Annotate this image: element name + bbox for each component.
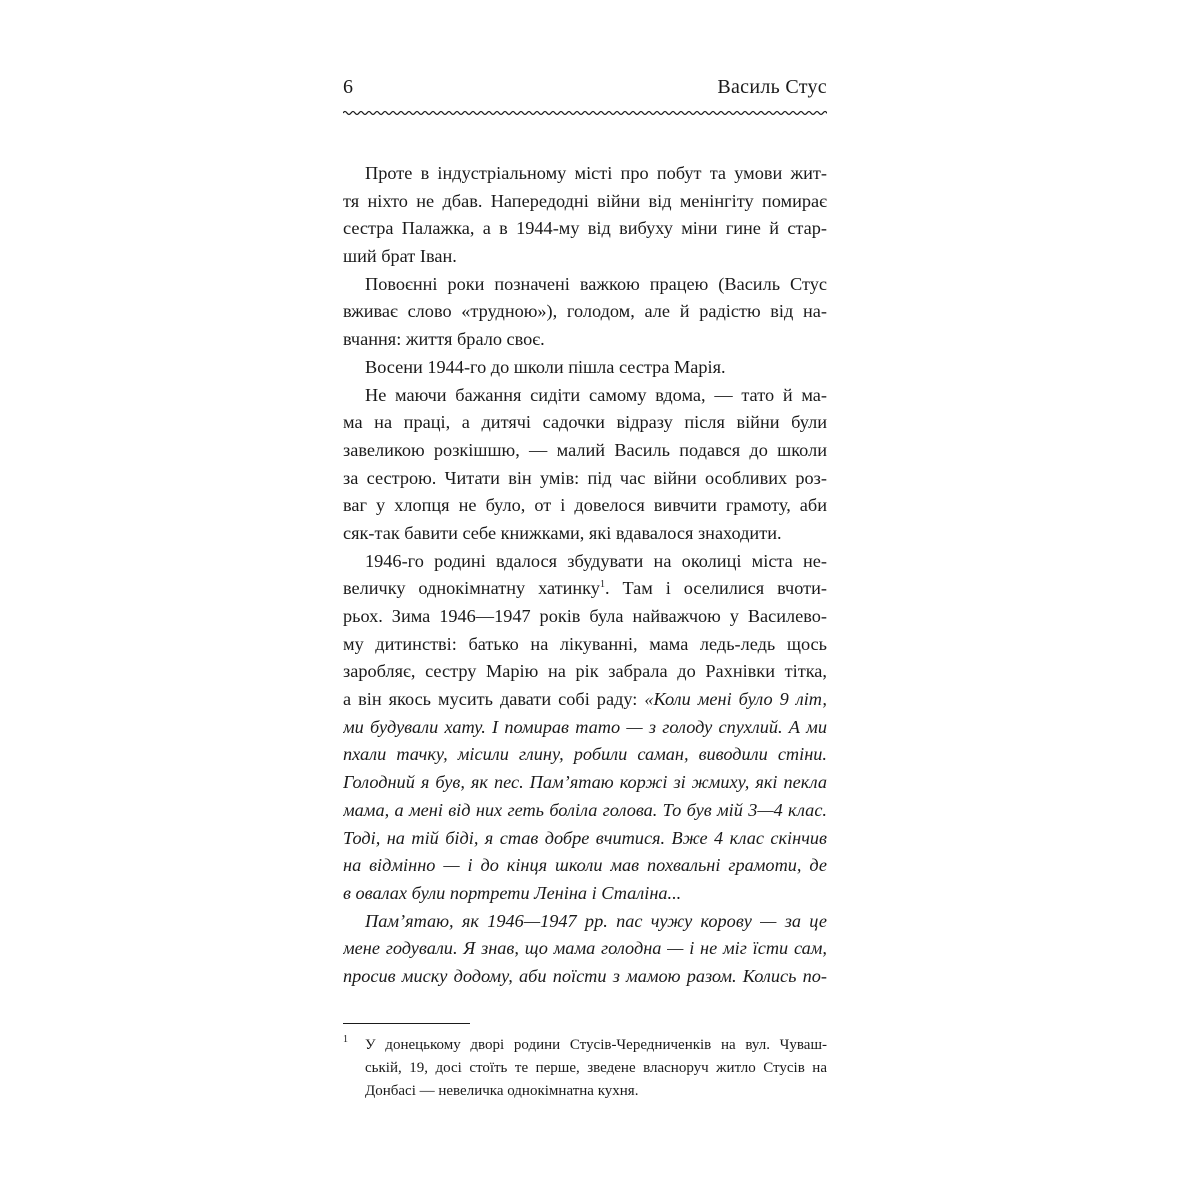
text-line — [343, 908, 827, 936]
text-line — [343, 575, 827, 603]
footnote-reference: 1 — [599, 579, 605, 591]
text-segment: ваг у хлопця не було, от і довелося вивчити грамоту, аби — [343, 495, 827, 516]
text-segment: тя ніхто не дбав. Напередодні війни від менінгіту помирає — [343, 190, 827, 211]
text-segment: просив миску додому, аби поїсти з мамою разом. Колись по- — [343, 965, 827, 986]
text-line — [343, 852, 827, 880]
text-segment: на відмінно — і до кінця школи мав похвальні грамоти, де — [343, 855, 827, 876]
text-line — [343, 631, 827, 659]
footnote-line: У донецькому дворі родини Стусів-Чередниченків на вул. Чуваш- — [365, 1037, 827, 1053]
body-text — [343, 160, 827, 991]
text-segment: Тоді, на тій біді, я став добре вчитися. Вже 4 клас скінчив — [343, 827, 827, 848]
text-segment: ший брат Іван. — [343, 246, 457, 267]
text-segment: Повоєнні роки позначені важкою працею (Василь Стус — [365, 273, 827, 294]
text-line — [343, 963, 827, 991]
text-line — [343, 686, 827, 714]
footnote-line: Донбасі — невеличка однокімнатна кухня. — [365, 1083, 639, 1099]
text-segment: . Там і оселилися вчоти- — [604, 578, 827, 599]
text-line — [343, 409, 827, 437]
text-line — [343, 271, 827, 299]
text-line — [343, 797, 827, 825]
text-line — [343, 298, 827, 326]
text-line — [343, 215, 827, 243]
text-segment: сестра Палажка, а в 1944-му від вибуху міни гине й стар- — [343, 218, 827, 239]
page-header — [343, 76, 827, 104]
text-segment: 1946-го родині вдалося збудувати на околиці міста не- — [365, 550, 827, 571]
footnote-rule — [343, 1023, 470, 1024]
footnote-line: ській, 19, досі стоїть те перше, зведене власноруч житло Стусів на — [365, 1060, 827, 1076]
text-segment: вживає слово «трудною»), голодом, але й радістю від на- — [343, 301, 827, 322]
footnote — [343, 1034, 827, 1103]
text-segment: рьох. Зима 1946—1947 років була найважчою у Василево- — [343, 606, 827, 626]
text-segment: мама, а мені від них геть боліла голова. То був мій 3—4 клас. — [343, 799, 827, 820]
text-line — [343, 714, 827, 742]
text-line — [343, 243, 827, 271]
text-line — [343, 935, 827, 963]
text-segment: величку однокімнатну хатинку — [343, 578, 600, 599]
running-title: Василь Стус — [717, 76, 827, 98]
text-line — [343, 880, 827, 908]
text-segment: Пам’ятаю, як 1946—1947 рр. пас чужу корову — за це — [365, 910, 827, 931]
text-line — [343, 548, 827, 576]
text-line — [343, 603, 827, 631]
text-segment: Восени 1944-го до школи пішла сестра Марія. — [365, 356, 726, 377]
text-line — [343, 437, 827, 465]
text-segment: пхали тачку, місили глину, робили саман, виводили стіни. — [343, 744, 827, 765]
text-segment: Проте в індустріальному місті про побут та умови жит- — [365, 163, 827, 183]
text-line — [343, 354, 827, 382]
text-segment: «Коли мені було 9 літ, — [644, 689, 827, 710]
text-line — [343, 520, 827, 548]
text-line — [343, 188, 827, 216]
page-number: 6 — [343, 76, 353, 98]
text-line — [343, 326, 827, 354]
text-segment: му дитинстві: батько на лікуванні, мама ледь-ледь щось — [343, 633, 827, 654]
text-segment: ма на праці, а дитячі садочки відразу після війни були — [343, 412, 827, 433]
text-line — [343, 658, 827, 686]
text-segment: сяк-так бавити себе книжками, які вдавалося знаходити. — [343, 522, 782, 543]
text-line — [343, 769, 827, 797]
text-segment: а він якось мусить давати собі раду: — [343, 689, 645, 710]
text-line — [343, 492, 827, 520]
wavy-divider — [343, 107, 827, 119]
text-segment: Не маючи бажання сидіти самому вдома, — тато й ма- — [365, 384, 827, 405]
text-segment: завеликою розкішшю, — малий Василь подався до школи — [343, 439, 827, 460]
text-line — [343, 741, 827, 769]
text-line — [343, 825, 827, 853]
footnote-mark: 1 — [343, 1034, 348, 1045]
text-segment: в овалах були портрети Леніна і Сталіна... — [343, 882, 682, 903]
text-line — [343, 382, 827, 410]
text-line — [343, 465, 827, 493]
text-segment: за сестрою. Читати він умів: під час війни особливих роз- — [343, 467, 827, 488]
text-line — [343, 160, 827, 188]
text-segment: ми будували хату. І помирав тато — з голоду спухлий. А ми — [343, 716, 827, 737]
text-segment: Голодний я був, як пес. Пам’ятаю коржі зі жмиху, які пекла — [343, 772, 827, 793]
text-segment: вчання: життя брало своє. — [343, 329, 545, 350]
text-segment: заробляє, сестру Марію на рік забрала до Рахнівки тітка, — [343, 661, 827, 682]
text-segment: мене годували. Я знав, що мама голодна — і не міг їсти сам, — [343, 938, 827, 959]
